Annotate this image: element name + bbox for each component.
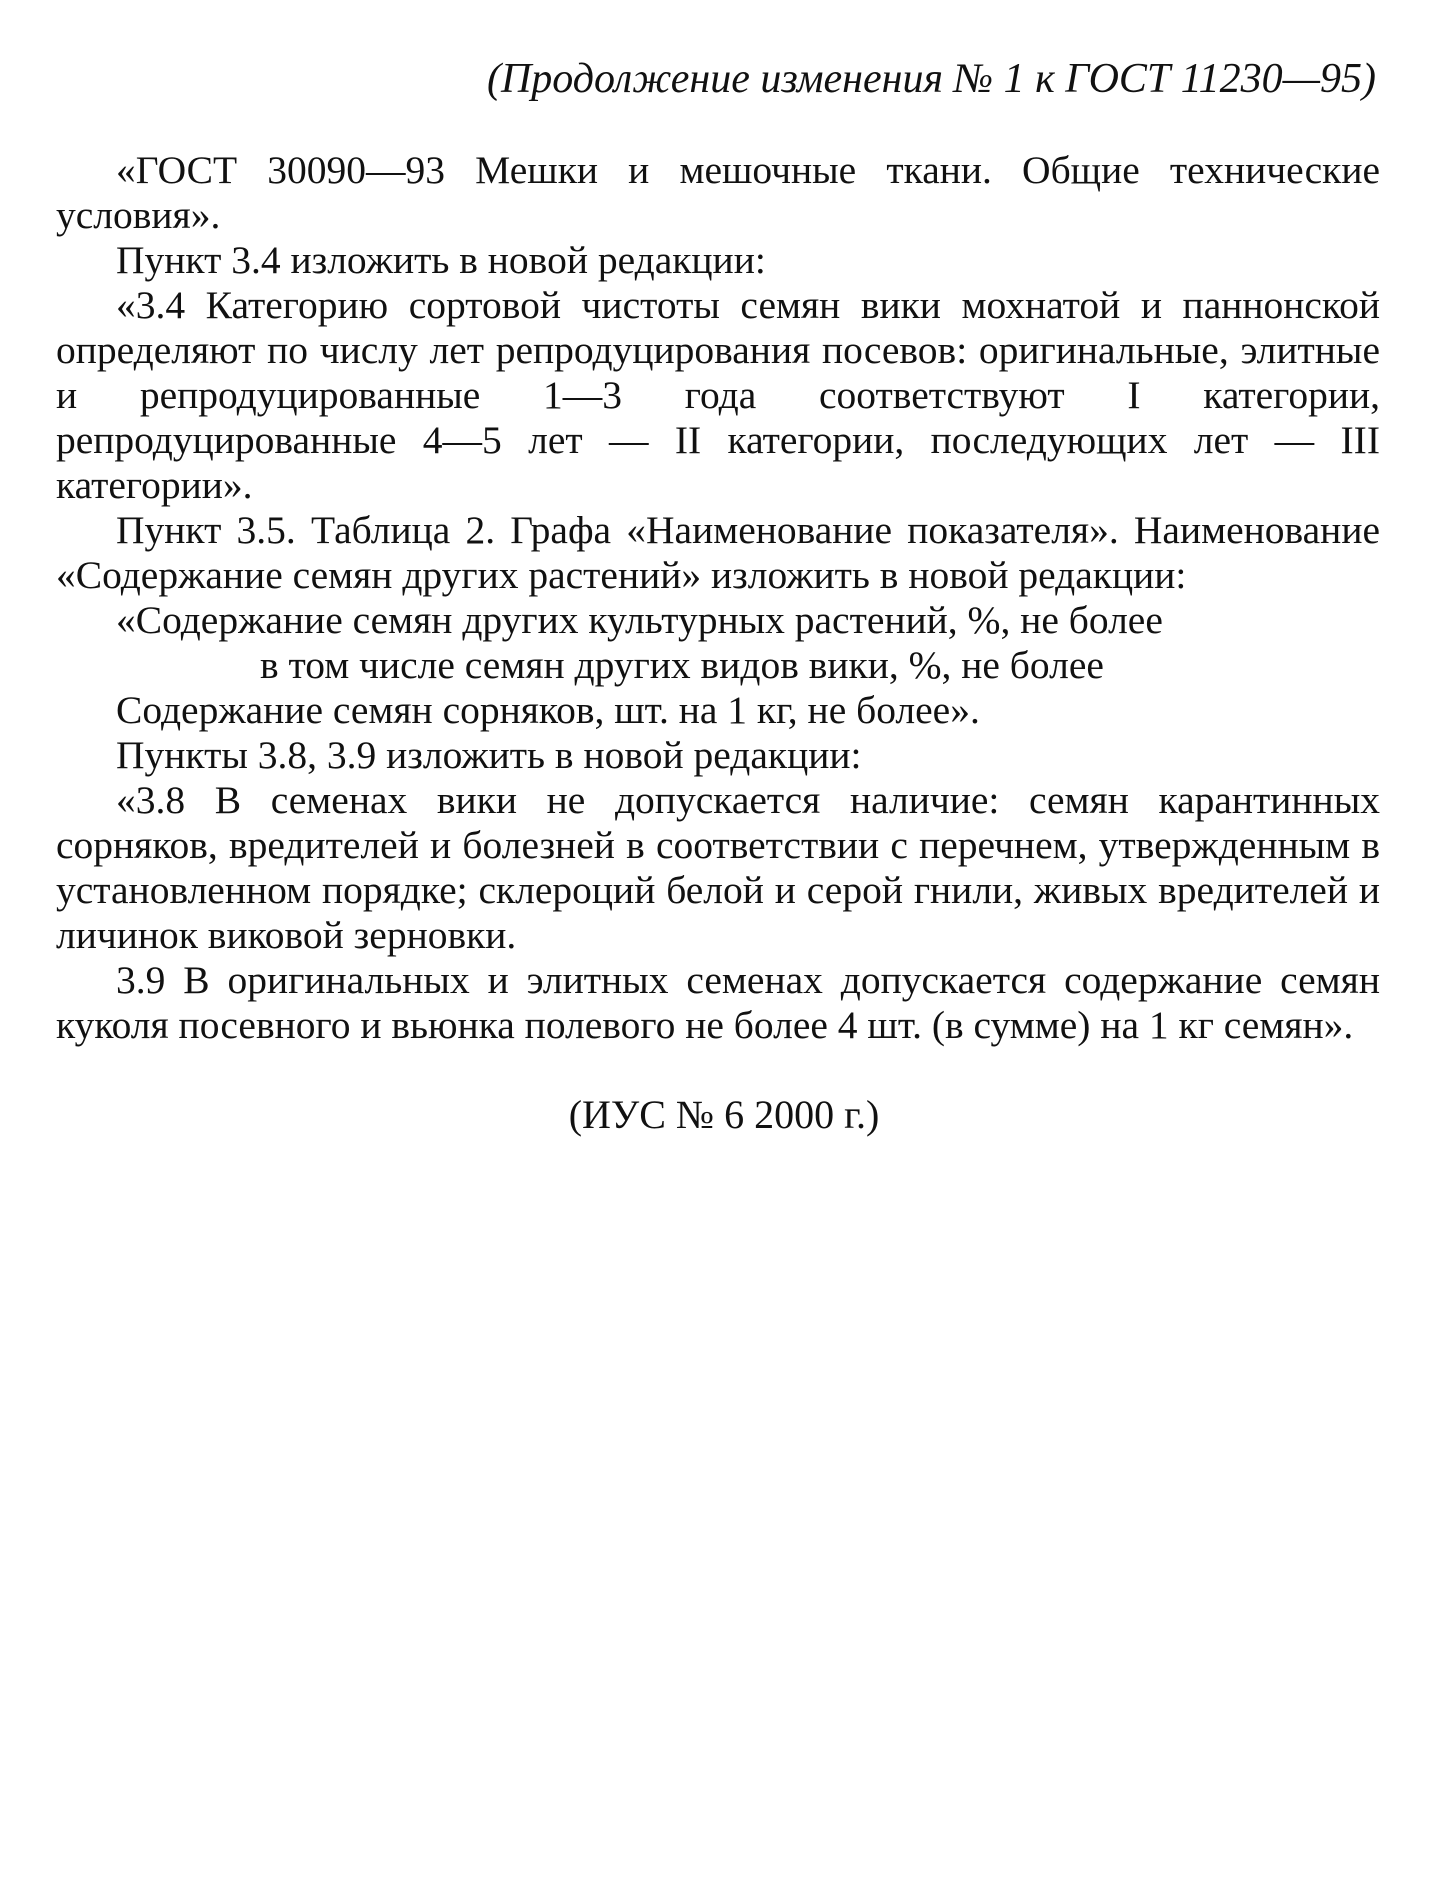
indicator-weeds: Содержание семян сорняков, шт. на 1 кг, не более». [116, 688, 980, 732]
paragraph-item-3-5-intro: Пункт 3.5. Таблица 2. Графа «Наименование показателя». Наименование «Содержание семян других растений» изложить в новой редакции: [56, 508, 1380, 597]
continuation-header: (Продолжение изменения № 1 к ГОСТ 11230—95) [486, 56, 1376, 102]
paragraph-items-3-8-3-9-intro: Пункты 3.8, 3.9 изложить в новой редакции: [116, 733, 862, 777]
ius-reference: (ИУС № 6 2000 г.) [568, 1092, 880, 1137]
paragraph-item-3-8-text: «3.8 В семенах вики не допускается наличие: семян карантинных сорняков, вредителей и болезней в соответствии с перечнем, утвержденным в установленном порядке; склероций белой и серой гнили, живых вредителей и личинок виковой зерновки. [56, 778, 1380, 957]
indicator-other-vetch: в том числе семян других видов вики, %, не более [260, 643, 1104, 687]
indicator-other-crops: «Содержание семян других культурных растений, %, не более [116, 598, 1163, 642]
paragraph-item-3-4-intro: Пункт 3.4 изложить в новой редакции: [116, 238, 766, 282]
paragraph-item-3-4-text: «3.4 Категорию сортовой чистоты семян вики мохнатой и паннонской определяют по числу лет репродуцирования посевов: оригинальные, элитные и репродуцированные 1—3 года соответствуют I категории, репродуцированные 4—5 лет — II категории, последующих лет — III категории». [56, 283, 1380, 507]
amendment-body [56, 148, 1380, 1048]
paragraph-gost-30090: «ГОСТ 30090—93 Мешки и мешочные ткани. Общие технические условия». [56, 148, 1380, 237]
paragraph-item-3-9-text: 3.9 В оригинальных и элитных семенах допускается содержание семян куколя посевного и вьюнка полевого не более 4 шт. (в сумме) на 1 кг семян». [56, 958, 1380, 1047]
